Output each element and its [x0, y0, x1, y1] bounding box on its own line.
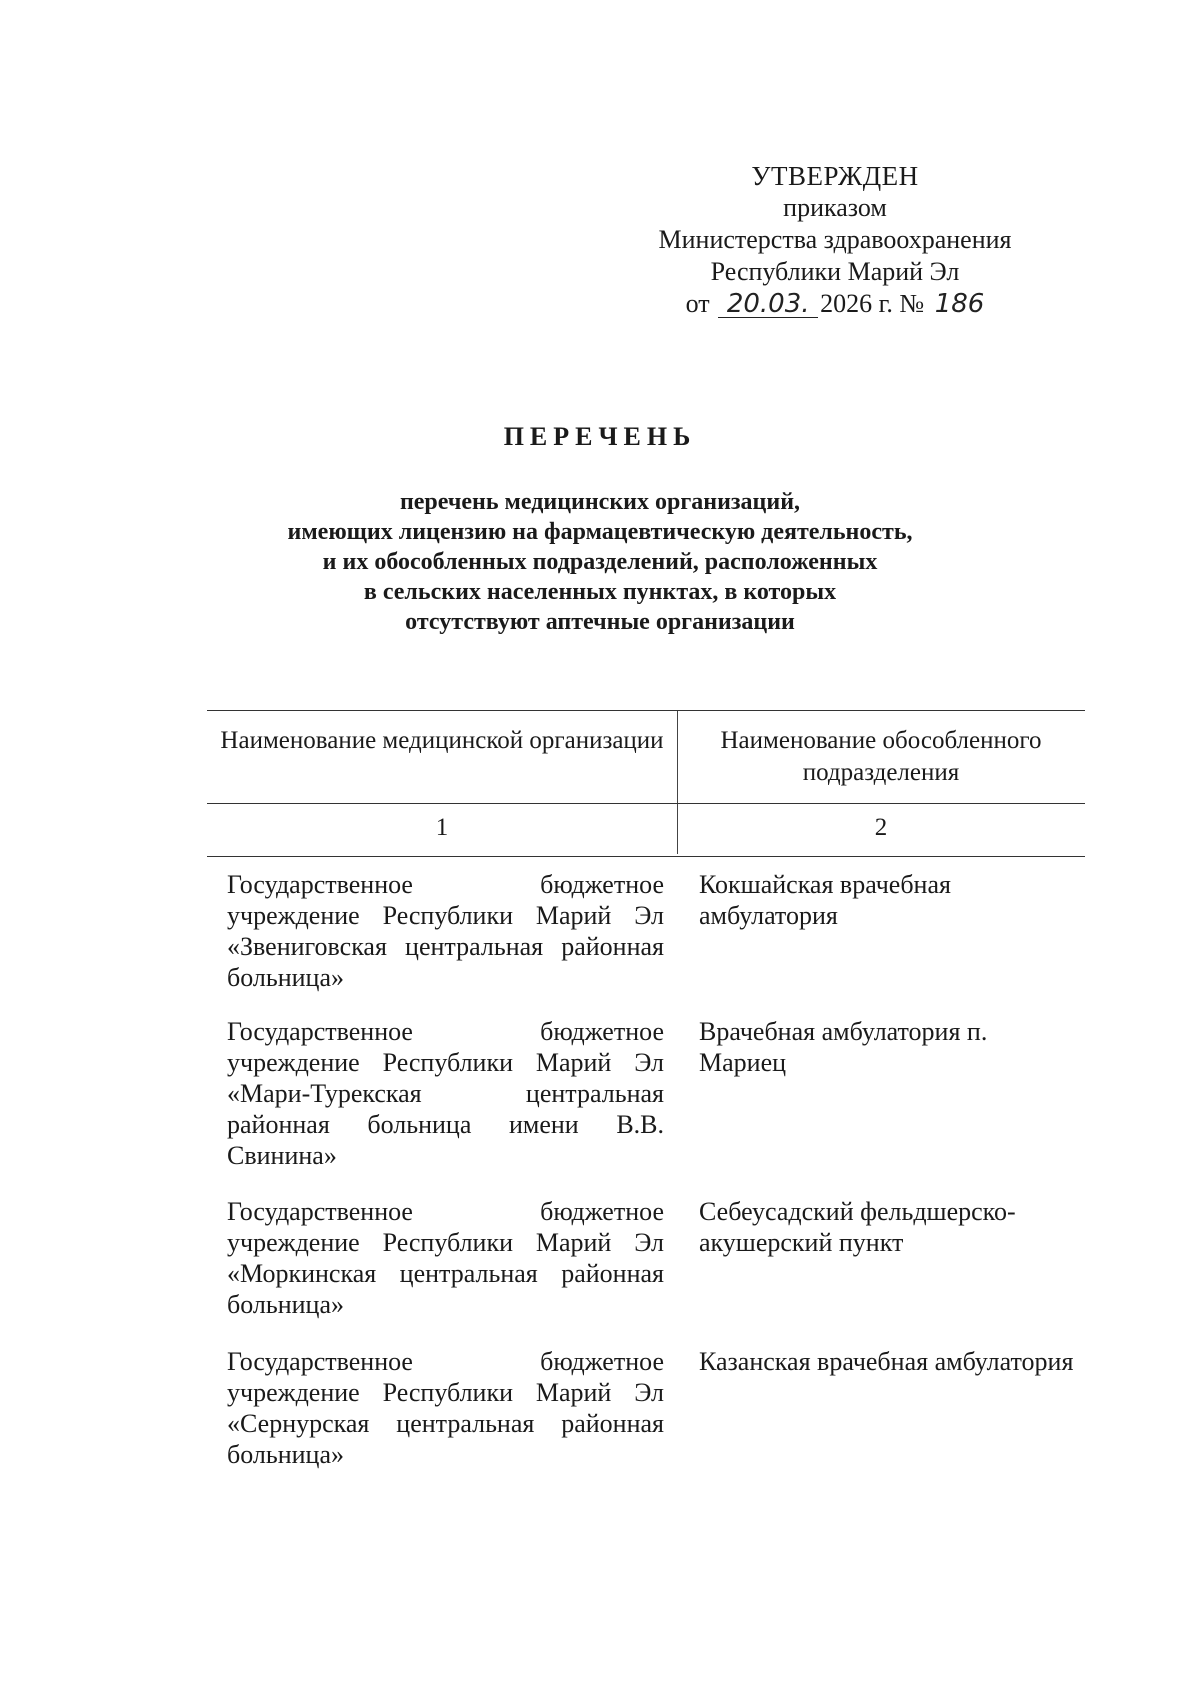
subdivision-cell: Кокшайская врачебная амбулатория: [699, 870, 951, 930]
column-header-organization: Наименование медицинской организации: [220, 727, 664, 754]
approval-line-ministry: Министерства здравоохранения: [658, 225, 1012, 254]
approval-line-republic: Республики Марий Эл: [710, 257, 960, 286]
organization-cell: Государственное бюджетное учреждение Республики Марий Эл «Мари-Турекская центральная районная больница имени В.В. Свинина»: [227, 1017, 664, 1170]
document-heading: ПЕРЕЧЕНЬ: [503, 422, 697, 451]
table-row: [207, 1004, 1085, 1184]
document-subheading: [200, 487, 1000, 637]
organizations-table: [207, 710, 1085, 1486]
organization-cell: Государственное бюджетное учреждение Республики Марий Эл «Звениговская центральная районная больница»: [227, 870, 664, 992]
subdivision-cell: Себеусадский фельдшерско-акушерский пункт: [699, 1197, 1016, 1257]
subheading-line: отсутствуют аптечные организации: [405, 609, 795, 635]
approval-title: УТВЕРЖДЕН: [751, 161, 919, 191]
subdivision-cell: Врачебная амбулатория п. Мариец: [699, 1017, 988, 1077]
organization-cell: Государственное бюджетное учреждение Республики Марий Эл «Моркинская центральная районная больница»: [227, 1197, 664, 1319]
table-row: [207, 1334, 1085, 1486]
subdivision-cell: Казанская врачебная амбулатория: [699, 1347, 1074, 1376]
approval-block: [630, 160, 1040, 320]
subheading-line: перечень медицинских организаций,: [399, 489, 801, 515]
handwritten-date: 20.03.: [718, 291, 818, 318]
organization-cell: Государственное бюджетное учреждение Республики Марий Эл «Сернурская центральная районная больница»: [227, 1347, 664, 1469]
table-header-row: [207, 710, 1085, 804]
date-prefix: от: [685, 289, 710, 318]
table-row: [207, 1184, 1085, 1334]
column-number-1: 1: [435, 814, 449, 841]
handwritten-order-number: 186: [934, 289, 985, 319]
approval-line-order: приказом: [783, 193, 887, 222]
date-year: 2026 г. №: [820, 289, 925, 318]
table-numbering-row: [207, 804, 1085, 857]
table-body: [207, 857, 1085, 1486]
subheading-line: и их обособленных подразделений, расположенных: [322, 549, 878, 575]
subheading-line: имеющих лицензию на фармацевтическую деятельность,: [287, 519, 913, 545]
subheading-line: в сельских населенных пунктах, в которых: [363, 579, 837, 605]
column-number-2: 2: [874, 814, 888, 841]
table-row: [207, 857, 1085, 1004]
column-header-subdivision: Наименование обособленного подразделения: [720, 727, 1042, 786]
approval-date-line: [630, 288, 1040, 320]
